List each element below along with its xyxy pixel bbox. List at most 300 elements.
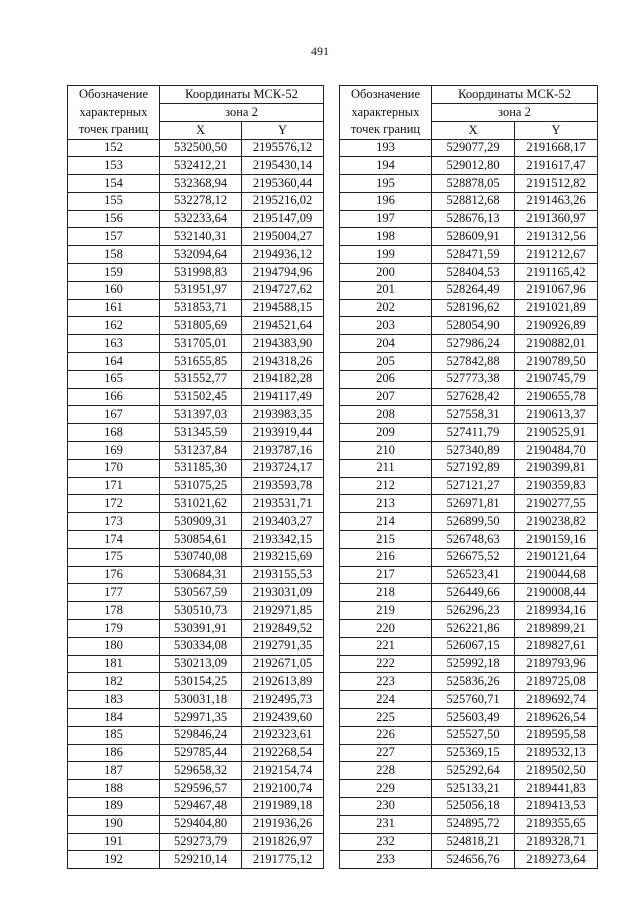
x-coordinate-cell: 531951,97 (160, 281, 242, 299)
table-row (68, 192, 324, 210)
y-coordinate-cell: 2195430,14 (242, 157, 324, 175)
x-coordinate-cell: 531021,62 (160, 495, 242, 513)
x-coordinate-cell: 524656,76 (432, 851, 515, 869)
x-coordinate-cell: 531237,84 (160, 442, 242, 460)
x-coordinate-cell: 530567,59 (160, 584, 242, 602)
table-row (340, 620, 598, 638)
table-row (340, 370, 598, 388)
x-coordinate-cell: 531655,85 (160, 353, 242, 371)
x-coordinate-cell: 531185,30 (160, 459, 242, 477)
table-row (68, 299, 324, 317)
x-coordinate-cell: 528054,90 (432, 317, 515, 335)
point-number-cell: 169 (68, 442, 160, 460)
table-row (340, 833, 598, 851)
x-coordinate-cell: 529404,80 (160, 815, 242, 833)
page-number: 491 (311, 44, 329, 58)
point-number-cell: 203 (340, 317, 432, 335)
y-coordinate-cell: 2195576,12 (242, 139, 324, 157)
x-coordinate-cell: 529077,29 (432, 139, 515, 157)
point-number-cell: 227 (340, 744, 432, 762)
y-coordinate-cell: 2190359,83 (515, 477, 598, 495)
designation-header-line3: точек границ (350, 122, 421, 136)
table-row (68, 833, 324, 851)
table-row (340, 602, 598, 620)
y-coordinate-cell: 2193031,09 (242, 584, 324, 602)
point-number-cell: 222 (340, 655, 432, 673)
table-row (340, 637, 598, 655)
table-row (68, 210, 324, 228)
point-number-cell: 205 (340, 353, 432, 371)
point-number-cell: 230 (340, 797, 432, 815)
y-coordinate-cell: 2193724,17 (242, 459, 324, 477)
y-coordinate-cell: 2194117,49 (242, 388, 324, 406)
y-coordinate-cell: 2191463,26 (515, 192, 598, 210)
table-row (68, 762, 324, 780)
point-number-cell: 184 (68, 709, 160, 727)
point-number-cell: 182 (68, 673, 160, 691)
y-coordinate-cell: 2190399,81 (515, 459, 598, 477)
point-number-cell: 183 (68, 691, 160, 709)
table-row (340, 281, 598, 299)
table-row (68, 655, 324, 673)
point-number-cell: 175 (68, 548, 160, 566)
point-number-cell: 173 (68, 513, 160, 531)
point-number-cell: 170 (68, 459, 160, 477)
x-coordinate-cell: 525056,18 (432, 797, 515, 815)
table-row (68, 317, 324, 335)
point-number-cell: 167 (68, 406, 160, 424)
table-row (68, 406, 324, 424)
y-coordinate-cell: 2190044,68 (515, 566, 598, 584)
table-row (68, 548, 324, 566)
x-coordinate-cell: 527121,27 (432, 477, 515, 495)
table-row (340, 157, 598, 175)
x-coordinate-cell: 530391,91 (160, 620, 242, 638)
table-row (68, 513, 324, 531)
y-coordinate-cell: 2195216,02 (242, 192, 324, 210)
table-row (68, 851, 324, 869)
point-number-cell: 191 (68, 833, 160, 851)
x-coordinate-cell: 532233,64 (160, 210, 242, 228)
point-number-cell: 226 (340, 726, 432, 744)
table-row (68, 264, 324, 282)
table-row (340, 210, 598, 228)
x-coordinate-cell: 532412,21 (160, 157, 242, 175)
y-coordinate-cell: 2192495,73 (242, 691, 324, 709)
x-coordinate-cell: 525836,26 (432, 673, 515, 691)
y-coordinate-cell: 2191312,56 (515, 228, 598, 246)
table-row (340, 175, 598, 193)
point-number-cell: 232 (340, 833, 432, 851)
table-row (340, 442, 598, 460)
y-coordinate-cell: 2190277,55 (515, 495, 598, 513)
designation-header-line1: Обозначение (350, 87, 421, 101)
y-column-header: Y (515, 122, 598, 139)
x-coordinate-cell: 527192,89 (432, 459, 515, 477)
y-coordinate-cell: 2192323,61 (242, 726, 324, 744)
x-coordinate-cell: 527340,89 (432, 442, 515, 460)
y-coordinate-cell: 2191936,26 (242, 815, 324, 833)
point-number-cell: 220 (340, 620, 432, 638)
table-row (68, 797, 324, 815)
point-number-cell: 171 (68, 477, 160, 495)
x-coordinate-cell: 525292,64 (432, 762, 515, 780)
point-number-cell: 160 (68, 281, 160, 299)
y-coordinate-cell: 2189692,74 (515, 691, 598, 709)
y-coordinate-cell: 2192613,89 (242, 673, 324, 691)
x-coordinate-cell: 529846,24 (160, 726, 242, 744)
point-number-cell: 159 (68, 264, 160, 282)
x-coordinate-cell: 532140,31 (160, 228, 242, 246)
y-coordinate-cell: 2194383,90 (242, 335, 324, 353)
y-coordinate-cell: 2193155,53 (242, 566, 324, 584)
point-number-cell: 223 (340, 673, 432, 691)
x-coordinate-cell: 525760,71 (432, 691, 515, 709)
y-coordinate-cell: 2189595,58 (515, 726, 598, 744)
point-number-cell: 193 (340, 139, 432, 157)
x-coordinate-cell: 532368,94 (160, 175, 242, 193)
y-coordinate-cell: 2190613,37 (515, 406, 598, 424)
y-coordinate-cell: 2189328,71 (515, 833, 598, 851)
y-coordinate-cell: 2190926,89 (515, 317, 598, 335)
point-number-cell: 204 (340, 335, 432, 353)
x-coordinate-cell: 530213,09 (160, 655, 242, 673)
point-number-cell: 211 (340, 459, 432, 477)
y-coordinate-cell: 2191165,42 (515, 264, 598, 282)
point-number-cell: 215 (340, 531, 432, 549)
table-row (340, 513, 598, 531)
table-row (340, 139, 598, 157)
y-coordinate-cell: 2191512,82 (515, 175, 598, 193)
x-coordinate-cell: 529210,14 (160, 851, 242, 869)
point-number-cell: 213 (340, 495, 432, 513)
coords-header-line2: зона 2 (160, 104, 324, 122)
table-row (68, 744, 324, 762)
point-number-cell: 199 (340, 246, 432, 264)
y-coordinate-cell: 2189441,83 (515, 780, 598, 798)
x-coordinate-cell: 525527,50 (432, 726, 515, 744)
coords-header-line1: Координаты МСК-52 (160, 86, 324, 104)
point-number-cell: 186 (68, 744, 160, 762)
x-coordinate-cell: 531853,71 (160, 299, 242, 317)
table-row (340, 299, 598, 317)
table-row (68, 335, 324, 353)
table-row (68, 175, 324, 193)
y-coordinate-cell: 2190008,44 (515, 584, 598, 602)
coords-header-line2: зона 2 (432, 104, 598, 122)
y-coordinate-cell: 2194182,28 (242, 370, 324, 388)
y-coordinate-cell: 2194318,26 (242, 353, 324, 371)
x-coordinate-cell: 531345,59 (160, 424, 242, 442)
point-number-cell: 221 (340, 637, 432, 655)
x-coordinate-cell: 528404,53 (432, 264, 515, 282)
point-number-cell: 181 (68, 655, 160, 673)
table-row (340, 192, 598, 210)
x-coordinate-cell: 526971,81 (432, 495, 515, 513)
y-coordinate-cell: 2191668,17 (515, 139, 598, 157)
point-number-cell: 180 (68, 637, 160, 655)
x-coordinate-cell: 530740,08 (160, 548, 242, 566)
table-row (68, 726, 324, 744)
x-coordinate-cell: 528878,05 (432, 175, 515, 193)
y-coordinate-cell: 2189413,53 (515, 797, 598, 815)
table-row (340, 317, 598, 335)
x-coordinate-cell: 529012,80 (432, 157, 515, 175)
coordinates-table-left (67, 85, 324, 869)
x-coordinate-cell: 524895,72 (432, 815, 515, 833)
point-number-cell: 195 (340, 175, 432, 193)
point-number-cell: 168 (68, 424, 160, 442)
x-coordinate-cell: 531998,83 (160, 264, 242, 282)
designation-header-line3: точек границ (78, 122, 149, 136)
point-number-cell: 189 (68, 797, 160, 815)
coordinates-table-right (339, 85, 598, 869)
table-row (68, 709, 324, 727)
x-coordinate-cell: 531502,45 (160, 388, 242, 406)
point-number-cell: 156 (68, 210, 160, 228)
x-coordinate-cell: 525992,18 (432, 655, 515, 673)
y-coordinate-cell: 2195147,09 (242, 210, 324, 228)
x-coordinate-cell: 529785,44 (160, 744, 242, 762)
table-row (68, 388, 324, 406)
x-coordinate-cell: 529658,32 (160, 762, 242, 780)
table-row (340, 353, 598, 371)
table-row (68, 246, 324, 264)
table-row (340, 548, 598, 566)
table-row (68, 424, 324, 442)
point-number-cell: 194 (340, 157, 432, 175)
y-coordinate-cell: 2191989,18 (242, 797, 324, 815)
x-coordinate-cell: 529596,57 (160, 780, 242, 798)
table-row (340, 566, 598, 584)
table-row (340, 744, 598, 762)
right-table-body (340, 139, 598, 869)
table-row (340, 691, 598, 709)
x-coordinate-cell: 527773,38 (432, 370, 515, 388)
y-coordinate-cell: 2189827,61 (515, 637, 598, 655)
point-number-cell: 162 (68, 317, 160, 335)
y-coordinate-cell: 2194727,62 (242, 281, 324, 299)
y-coordinate-cell: 2193342,15 (242, 531, 324, 549)
point-number-cell: 163 (68, 335, 160, 353)
y-coordinate-cell: 2189899,21 (515, 620, 598, 638)
point-number-cell: 179 (68, 620, 160, 638)
point-number-cell: 164 (68, 353, 160, 371)
left-table-body (68, 139, 324, 869)
point-number-cell: 200 (340, 264, 432, 282)
y-coordinate-cell: 2195360,44 (242, 175, 324, 193)
x-coordinate-cell: 529273,79 (160, 833, 242, 851)
y-coordinate-cell: 2193531,71 (242, 495, 324, 513)
x-coordinate-cell: 528676,13 (432, 210, 515, 228)
y-coordinate-cell: 2189934,16 (515, 602, 598, 620)
y-coordinate-cell: 2189502,50 (515, 762, 598, 780)
table-row (340, 531, 598, 549)
y-coordinate-cell: 2191067,96 (515, 281, 598, 299)
point-number-cell: 174 (68, 531, 160, 549)
x-column-header: X (432, 122, 515, 139)
y-coordinate-cell: 2193787,16 (242, 442, 324, 460)
table-row (340, 851, 598, 869)
x-coordinate-cell: 527558,31 (432, 406, 515, 424)
point-number-cell: 157 (68, 228, 160, 246)
y-coordinate-cell: 2190159,16 (515, 531, 598, 549)
table-row (68, 620, 324, 638)
y-coordinate-cell: 2194936,12 (242, 246, 324, 264)
table-row (68, 139, 324, 157)
x-coordinate-cell: 528264,49 (432, 281, 515, 299)
x-coordinate-cell: 532278,12 (160, 192, 242, 210)
point-number-cell: 152 (68, 139, 160, 157)
y-column-header: Y (242, 122, 324, 139)
table-row (68, 602, 324, 620)
point-number-cell: 208 (340, 406, 432, 424)
x-coordinate-cell: 526449,66 (432, 584, 515, 602)
y-coordinate-cell: 2193215,69 (242, 548, 324, 566)
y-coordinate-cell: 2194588,15 (242, 299, 324, 317)
y-coordinate-cell: 2190745,79 (515, 370, 598, 388)
y-coordinate-cell: 2192671,05 (242, 655, 324, 673)
y-coordinate-cell: 2191617,47 (515, 157, 598, 175)
x-coordinate-cell: 530909,31 (160, 513, 242, 531)
x-coordinate-cell: 524818,21 (432, 833, 515, 851)
point-number-cell: 190 (68, 815, 160, 833)
x-coordinate-cell: 530510,73 (160, 602, 242, 620)
table-row (68, 584, 324, 602)
y-coordinate-cell: 2192971,85 (242, 602, 324, 620)
point-number-cell: 231 (340, 815, 432, 833)
table-row (68, 370, 324, 388)
table-row (340, 726, 598, 744)
point-number-cell: 214 (340, 513, 432, 531)
table-row (68, 228, 324, 246)
table-row (68, 566, 324, 584)
table-row (340, 424, 598, 442)
x-coordinate-cell: 531705,01 (160, 335, 242, 353)
y-coordinate-cell: 2192849,52 (242, 620, 324, 638)
x-coordinate-cell: 525603,49 (432, 709, 515, 727)
table-row (340, 477, 598, 495)
y-coordinate-cell: 2191826,97 (242, 833, 324, 851)
point-number-cell: 224 (340, 691, 432, 709)
x-coordinate-cell: 531552,77 (160, 370, 242, 388)
y-coordinate-cell: 2191021,89 (515, 299, 598, 317)
designation-header-line1: Обозначение (78, 87, 149, 101)
point-number-cell: 165 (68, 370, 160, 388)
x-coordinate-cell: 531397,03 (160, 406, 242, 424)
y-coordinate-cell: 2193593,78 (242, 477, 324, 495)
point-number-cell: 196 (340, 192, 432, 210)
point-number-cell: 187 (68, 762, 160, 780)
designation-header (68, 86, 160, 140)
y-coordinate-cell: 2190789,50 (515, 353, 598, 371)
y-coordinate-cell: 2189273,64 (515, 851, 598, 869)
table-row (68, 459, 324, 477)
y-coordinate-cell: 2192154,74 (242, 762, 324, 780)
point-number-cell: 209 (340, 424, 432, 442)
designation-header-line2: характерных (351, 104, 420, 119)
y-coordinate-cell: 2193983,35 (242, 406, 324, 424)
point-number-cell: 176 (68, 566, 160, 584)
x-coordinate-cell: 529971,35 (160, 709, 242, 727)
point-number-cell: 201 (340, 281, 432, 299)
point-number-cell: 177 (68, 584, 160, 602)
x-coordinate-cell: 531805,69 (160, 317, 242, 335)
table-row (68, 442, 324, 460)
y-coordinate-cell: 2190484,70 (515, 442, 598, 460)
x-coordinate-cell: 525369,15 (432, 744, 515, 762)
point-number-cell: 217 (340, 566, 432, 584)
x-coordinate-cell: 530031,18 (160, 691, 242, 709)
table-row (68, 477, 324, 495)
y-coordinate-cell: 2190121,64 (515, 548, 598, 566)
x-coordinate-cell: 526067,15 (432, 637, 515, 655)
point-number-cell: 229 (340, 780, 432, 798)
table-row (340, 264, 598, 282)
y-coordinate-cell: 2192268,54 (242, 744, 324, 762)
table-row (68, 637, 324, 655)
table-row (68, 495, 324, 513)
point-number-cell: 192 (68, 851, 160, 869)
x-coordinate-cell: 526899,50 (432, 513, 515, 531)
point-number-cell: 161 (68, 299, 160, 317)
y-coordinate-cell: 2191212,67 (515, 246, 598, 264)
x-coordinate-cell: 531075,25 (160, 477, 242, 495)
point-number-cell: 233 (340, 851, 432, 869)
table-row (340, 388, 598, 406)
table-row (340, 655, 598, 673)
x-coordinate-cell: 527842,88 (432, 353, 515, 371)
point-number-cell: 216 (340, 548, 432, 566)
x-coordinate-cell: 529467,48 (160, 797, 242, 815)
table-row (68, 691, 324, 709)
table-row (340, 797, 598, 815)
table-row (340, 762, 598, 780)
table-row (340, 584, 598, 602)
y-coordinate-cell: 2192439,60 (242, 709, 324, 727)
point-number-cell: 212 (340, 477, 432, 495)
x-coordinate-cell: 527628,42 (432, 388, 515, 406)
y-coordinate-cell: 2193919,44 (242, 424, 324, 442)
x-coordinate-cell: 526221,86 (432, 620, 515, 638)
table-row (68, 815, 324, 833)
x-column-header: X (160, 122, 242, 139)
point-number-cell: 188 (68, 780, 160, 798)
table-row (340, 246, 598, 264)
x-coordinate-cell: 532094,64 (160, 246, 242, 264)
point-number-cell: 206 (340, 370, 432, 388)
x-coordinate-cell: 530154,25 (160, 673, 242, 691)
table-row (340, 709, 598, 727)
x-coordinate-cell: 528812,68 (432, 192, 515, 210)
y-coordinate-cell: 2189793,96 (515, 655, 598, 673)
table-row (68, 353, 324, 371)
point-number-cell: 178 (68, 602, 160, 620)
y-coordinate-cell: 2194521,64 (242, 317, 324, 335)
coords-header-line1: Координаты МСК-52 (432, 86, 598, 104)
y-coordinate-cell: 2191360,97 (515, 210, 598, 228)
point-number-cell: 166 (68, 388, 160, 406)
x-coordinate-cell: 530854,61 (160, 531, 242, 549)
designation-header (340, 86, 432, 140)
table-row (68, 780, 324, 798)
y-coordinate-cell: 2189626,54 (515, 709, 598, 727)
point-number-cell: 155 (68, 192, 160, 210)
table-row (68, 157, 324, 175)
point-number-cell: 228 (340, 762, 432, 780)
table-row (68, 673, 324, 691)
point-number-cell: 225 (340, 709, 432, 727)
